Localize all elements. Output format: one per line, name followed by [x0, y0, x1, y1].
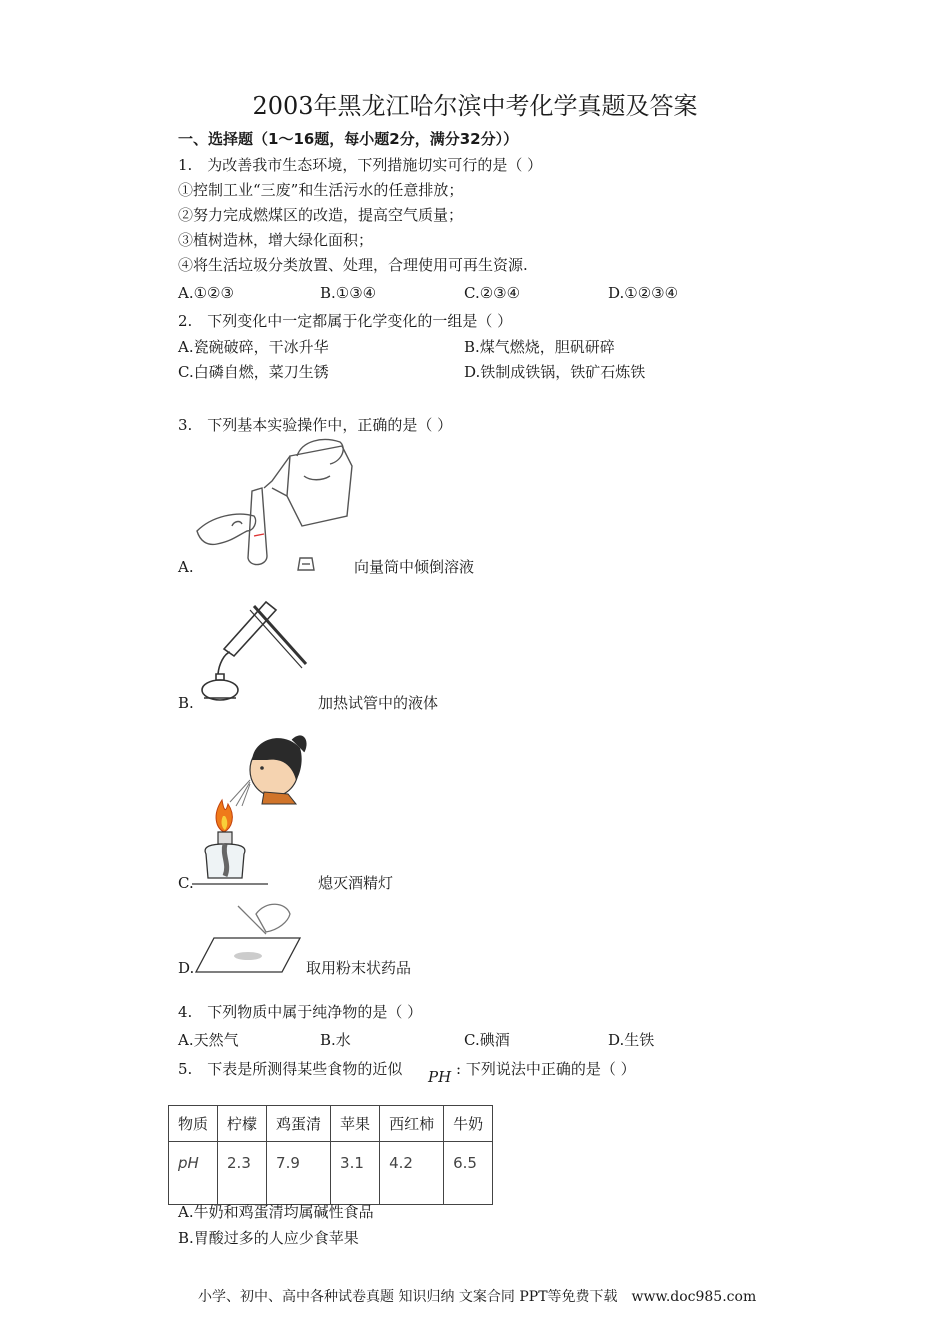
table-cell: 4.2 — [380, 1142, 444, 1205]
q3-option-a-text: 向量筒中倾倒溶液 — [354, 558, 475, 576]
q4-option-a: A.天然气 — [178, 1031, 239, 1049]
table-header-cell: 苹果 — [331, 1106, 380, 1142]
q1-item: ③植树造林，增大绿化面积； — [178, 231, 374, 249]
q2-option-c: C.白磷自燃，菜刀生锈 — [178, 363, 329, 381]
q5-stem: 5. 下表是所测得某些食物的近似 — [178, 1060, 403, 1078]
powder-illustration — [196, 900, 306, 976]
table-header-row — [169, 1106, 493, 1142]
page-footer: 小学、初中、高中各种试卷真题 知识归纳 文案合同 PPT等免费下载 www.doc985.com — [198, 1289, 757, 1305]
q4-option-d: D.生铁 — [608, 1031, 655, 1049]
q1-option-d: D.①②③④ — [608, 284, 679, 302]
section-heading: 一、选择题（1～16题，每小题2分，满分32分）） — [178, 130, 519, 148]
q4-option-c: C.碘酒 — [464, 1031, 510, 1049]
q2-stem: 2. 下列变化中一定都属于化学变化的一组是（ ） — [178, 312, 513, 330]
q5-option-a: A.牛奶和鸡蛋清均属碱性食品 — [178, 1203, 374, 1221]
table-header-cell: 物质 — [169, 1106, 218, 1142]
table-cell: pH — [169, 1142, 218, 1205]
alcohol-lamp-illustration — [192, 720, 312, 890]
q1-stem: 1. 为改善我市生态环境，下列措施切实可行的是（ ） — [178, 156, 543, 174]
q1-option-c: C.②③④ — [464, 284, 521, 302]
q3-option-d-letter: D. — [178, 959, 195, 977]
q4-option-b: B.水 — [320, 1031, 351, 1049]
q1-item: ①控制工业“三废”和生活污水的任意排放； — [178, 181, 464, 199]
q5-option-b: B.胃酸过多的人应少食苹果 — [178, 1229, 359, 1247]
q1-option-a: A.①②③ — [178, 284, 234, 302]
table-header-cell: 鸡蛋清 — [267, 1106, 331, 1142]
q4-stem: 4. 下列物质中属于纯净物的是（ ） — [178, 1003, 423, 1021]
q3-option-d-text: 取用粉末状药品 — [306, 959, 412, 977]
table-cell: 6.5 — [444, 1142, 493, 1205]
page-title: 2003年黑龙江哈尔滨中考化学真题及答案 — [252, 92, 698, 120]
q3-option-b-text: 加热试管中的液体 — [318, 694, 439, 712]
q2-option-d: D.铁制成铁锅，铁矿石炼铁 — [464, 363, 646, 381]
heating-test-tube-illustration — [194, 594, 314, 714]
table-header-cell: 西红柿 — [380, 1106, 444, 1142]
q3-option-c-letter: C. — [178, 874, 194, 892]
ph-table — [168, 1105, 493, 1205]
q2-option-a: A.瓷碗破碎，干冰升华 — [178, 338, 329, 356]
q3-option-b-letter: B. — [178, 694, 194, 712]
table-header-cell: 柠檬 — [218, 1106, 267, 1142]
q2-option-b: B.煤气燃烧，胆矾研碎 — [464, 338, 615, 356]
q1-item: ②努力完成燃煤区的改造，提高空气质量； — [178, 206, 464, 224]
q1-option-b: B.①③④ — [320, 284, 377, 302]
q3-option-a-letter: A. — [178, 558, 194, 576]
table-cell: 7.9 — [267, 1142, 331, 1205]
q5-stem-cont: : 下列说法中正确的是（ ） — [456, 1060, 636, 1078]
table-row — [169, 1142, 493, 1205]
q3-option-c-text: 熄灭酒精灯 — [318, 874, 394, 892]
table-cell: 2.3 — [218, 1142, 267, 1205]
q3-stem: 3. 下列基本实验操作中，正确的是（ ） — [178, 416, 453, 434]
table-cell: 3.1 — [331, 1142, 380, 1205]
table-header-cell: 牛奶 — [444, 1106, 493, 1142]
q1-item: ④将生活垃圾分类放置、处理，合理使用可再生资源. — [178, 256, 528, 274]
ph-symbol: PH — [428, 1068, 452, 1086]
pouring-illustration — [192, 436, 362, 576]
